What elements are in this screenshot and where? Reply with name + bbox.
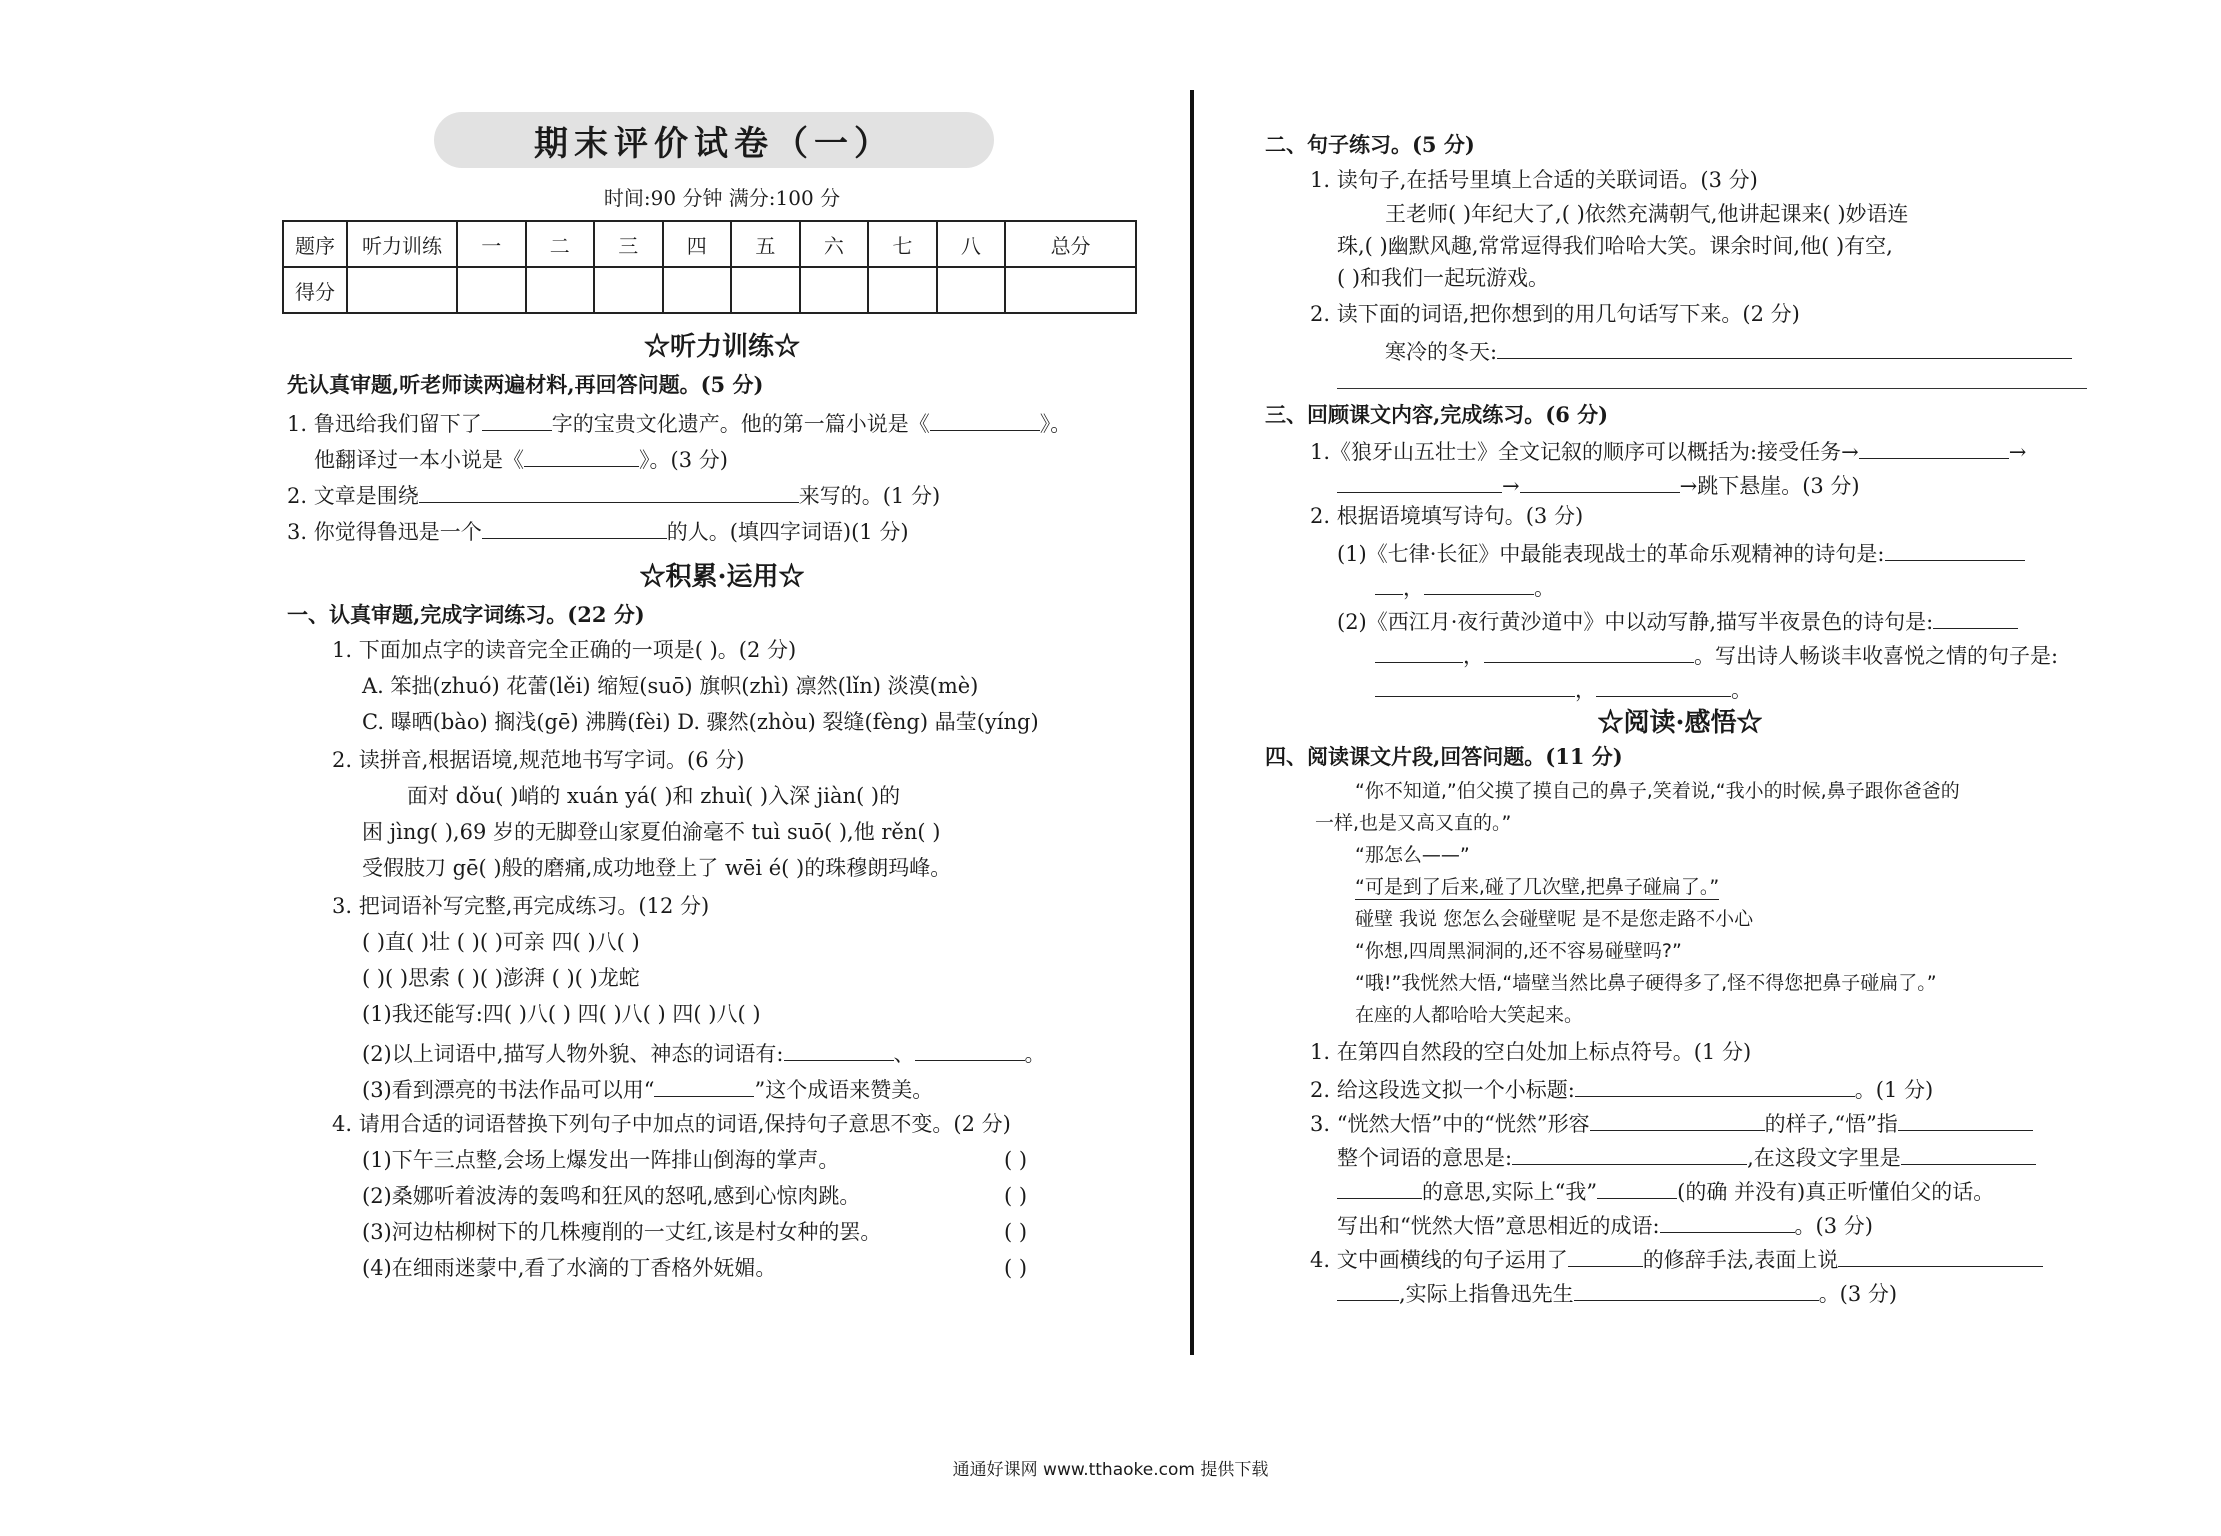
sentence-question-1: 1. 读句子,在括号里填上合适的关联词语。(3 分) [1310, 168, 1758, 192]
listening-question-1: 1. 鲁迅给我们留下了 字的宝贵文化遗产。他的第一篇小说是《 》。 [287, 408, 1071, 437]
reading-question-4: 4. 文中画横线的句子运用了 的修辞手法,表面上说 [1310, 1244, 2043, 1273]
score-header-cell: 八 [937, 221, 1006, 267]
answer-blank[interactable] [1512, 1142, 1747, 1165]
question-1-options-cd: C. 曝晒(bào) 搁浅(gē) 沸腾(fèi) D. 骤然(zhòu) 裂缝(fèng) 晶莹(yíng) [362, 710, 1039, 734]
score-header-cell: 四 [663, 221, 732, 267]
answer-blank[interactable] [1337, 1176, 1422, 1199]
answer-blank[interactable] [1901, 1142, 2036, 1165]
reading-question-2: 2. 给这段选文拟一个小标题: 。(1 分) [1310, 1074, 1933, 1103]
reading-question-3-cont-2: 的意思,实际上“我” (的确 并没有)真正听懂伯父的话。 [1337, 1176, 1994, 1205]
divider-line [1190, 90, 1194, 1355]
answer-blank[interactable] [1933, 606, 2018, 629]
question-3-words-row-2: ( )( )思索 ( )( )澎湃 ( )( )龙蛇 [362, 966, 640, 990]
answer-blank[interactable] [915, 1038, 1025, 1061]
sentence-question-1-line-3: ( )和我们一起玩游戏。 [1337, 266, 1550, 290]
score-header-cell: 六 [800, 221, 869, 267]
answer-blank[interactable] [1898, 1108, 2033, 1131]
answer-blank[interactable] [1660, 1210, 1795, 1233]
answer-blank[interactable] [1568, 1244, 1643, 1267]
question-3-part-3: (3)看到漂亮的书法作品可以用“ ”这个成语来赞美。 [362, 1074, 933, 1103]
passage-line: 在座的人都哈哈大笑起来。 [1355, 1004, 1584, 1026]
answer-paren[interactable]: ( ) [1004, 1220, 1028, 1244]
question-2-line-1: 面对 dǒu( )峭的 xuán yá( )和 zhuì( )入深 jiàn( )的 [407, 784, 901, 808]
score-header-cell: 总分 [1005, 221, 1136, 267]
answer-blank[interactable] [1375, 640, 1463, 663]
section-heading-reading: ☆阅读·感悟☆ [1597, 708, 1763, 738]
question-1: 1. 下面加点字的读音完全正确的一项是( )。(2 分) [332, 638, 797, 662]
reading-question-4-cont: ,实际上指鲁迅先生 。(3 分) [1337, 1278, 1897, 1307]
sentence-question-2-prompt: 寒冷的冬天: [1385, 336, 2072, 365]
review-question-2-part-2-cont2: ， 。 [1375, 674, 1752, 703]
answer-blank[interactable] [1838, 1244, 2043, 1267]
score-input-cell[interactable] [1005, 267, 1136, 313]
answer-blank[interactable] [1375, 572, 1403, 595]
answer-blank[interactable] [930, 408, 1040, 431]
score-input-cell[interactable] [800, 267, 869, 313]
question-4-sentence-3: (3)河边枯柳树下的几株瘦削的一丈红,该是村女种的罢。 [362, 1220, 882, 1244]
question-4-sentence-4: (4)在细雨迷蒙中,看了水滴的丁香格外妩媚。 [362, 1256, 777, 1280]
sentence-question-1-line-1: 王老师( )年纪大了,( )依然充满朝气,他讲起课来( )妙语连 [1385, 202, 1909, 226]
review-question-1-cont: → →跳下悬崖。(3 分) [1337, 470, 1860, 499]
question-1-options-ab: A. 笨拙(zhuó) 花蕾(lěi) 缩短(suō) 旗帜(zhì) 凛然(lǐn) 淡漠(mè) [362, 674, 979, 698]
answer-paren[interactable]: ( ) [1004, 1148, 1028, 1172]
review-question-2-part-2-cont: ， 。写出诗人畅谈丰收喜悦之情的句子是: [1375, 640, 2058, 669]
question-3-words-row-1: ( )直( )壮 ( )( )可亲 四( )八( ) [362, 930, 640, 954]
score-table [282, 220, 1137, 314]
score-header-cell: 七 [868, 221, 937, 267]
passage-line-unpunctuated: 碰壁 我说 您怎么会碰壁呢 是不是您走路不小心 [1355, 908, 1754, 930]
question-2-line-2: 困 jìng( ),69 岁的无脚登山家夏伯渝毫不 tuì suō( ),他 rěn( ) [362, 820, 941, 844]
score-table-header-row [283, 221, 1136, 267]
page-title: 期末评价试卷（一） [434, 112, 994, 168]
score-input-cell[interactable] [937, 267, 1006, 313]
listening-question-2: 2. 文章是围绕 来写的。(1 分) [287, 480, 940, 509]
score-header-cell: 三 [594, 221, 663, 267]
part-4-heading: 四、阅读课文片段,回答问题。(11 分) [1265, 744, 1623, 769]
question-2-line-3: 受假肢刀 gē( )般的磨痛,成功地登上了 wēi é( )的珠穆朗玛峰。 [362, 856, 952, 880]
answer-blank[interactable] [1497, 336, 2072, 359]
listening-question-3: 3. 你觉得鲁迅是一个 的人。(填四字词语)(1 分) [287, 516, 909, 545]
review-question-2: 2. 根据语境填写诗句。(3 分) [1310, 504, 1584, 528]
answer-blank[interactable] [654, 1074, 754, 1097]
part-3-heading: 三、回顾课文内容,完成练习。(6 分) [1265, 402, 1609, 427]
passage-line: 一样,也是又高又直的。” [1315, 812, 1512, 834]
score-header-cell: 五 [731, 221, 800, 267]
footer-source: 通通好课网 www.tthaoke.com 提供下载 [952, 1460, 1269, 1480]
question-2: 2. 读拼音,根据语境,规范地书写字词。(6 分) [332, 748, 745, 772]
score-table-score-row [283, 267, 1136, 313]
section-heading-listening: ☆听力训练☆ [643, 332, 800, 362]
score-input-cell[interactable] [663, 267, 732, 313]
score-input-cell[interactable] [526, 267, 595, 313]
answer-blank[interactable] [1575, 1074, 1855, 1097]
reading-question-3: 3. “恍然大悟”中的“恍然”形容 的样子,“悟”指 [1310, 1108, 2033, 1137]
sentence-question-1-line-2: 珠,( )幽默风趣,常常逗得我们哈哈大笑。课余时间,他( )有空, [1337, 234, 1893, 258]
answer-paren[interactable]: ( ) [1004, 1256, 1028, 1280]
answer-blank[interactable] [1590, 1108, 1765, 1131]
passage-line: “哦!”我恍然大悟,“墙壁当然比鼻子硬得多了,怪不得您把鼻子碰扁了。” [1355, 972, 1937, 994]
reading-question-3-cont-3: 写出和“恍然大悟”意思相近的成语: 。(3 分) [1337, 1210, 1873, 1239]
passage-line: “你想,四周黑洞洞的,还不容易碰壁吗?” [1355, 940, 1682, 962]
answer-paren[interactable]: ( ) [1004, 1184, 1028, 1208]
passage-line: “那怎么——” [1355, 844, 1470, 866]
answer-blank[interactable] [1337, 1278, 1399, 1301]
answer-blank[interactable] [1574, 1278, 1819, 1301]
review-question-1: 1.《狼牙山五壮士》全文记叙的顺序可以概括为:接受任务→ → [1310, 436, 2026, 465]
answer-blank[interactable] [1885, 538, 2025, 561]
score-header-cell: 一 [457, 221, 526, 267]
answer-blank[interactable] [419, 480, 799, 503]
answer-blank[interactable] [784, 1038, 894, 1061]
passage-line: “你不知道,”伯父摸了摸自己的鼻子,笑着说,“我小的时候,鼻子跟你爸爸的 [1355, 780, 1960, 802]
sentence-question-2: 2. 读下面的词语,把你想到的用几句话写下来。(2 分) [1310, 302, 1800, 326]
answer-blank[interactable] [1520, 470, 1680, 493]
question-4: 4. 请用合适的词语替换下列句子中加点的词语,保持句子意思不变。(2 分) [332, 1112, 1011, 1136]
score-input-cell[interactable] [731, 267, 800, 313]
question-3: 3. 把词语补写完整,再完成练习。(12 分) [332, 894, 710, 918]
listening-instructions: 先认真审题,听老师读两遍材料,再回答问题。(5 分) [287, 372, 764, 397]
answer-blank[interactable] [1596, 674, 1731, 697]
answer-blank[interactable] [1597, 1176, 1677, 1199]
reading-question-1: 1. 在第四自然段的空白处加上标点符号。(1 分) [1310, 1040, 1752, 1064]
score-header-cell: 听力训练 [347, 221, 457, 267]
answer-blank[interactable] [482, 516, 667, 539]
score-header-cell: 题序 [283, 221, 347, 267]
question-3-part-1: (1)我还能写:四( )八( ) 四( )八( ) 四( )八( ) [362, 1002, 761, 1026]
answer-blank[interactable] [1375, 674, 1575, 697]
review-question-2-part-1: (1)《七律·长征》中最能表现战士的革命乐观精神的诗句是: [1337, 538, 2025, 567]
score-header-cell: 二 [526, 221, 595, 267]
score-input-cell[interactable] [347, 267, 457, 313]
exam-time-info: 时间:90 分钟 满分:100 分 [603, 186, 841, 210]
score-input-cell[interactable] [868, 267, 937, 313]
part-2-heading: 二、句子练习。(5 分) [1265, 132, 1475, 157]
reading-question-3-cont-1: 整个词语的意思是: ,在这段文字里是 [1337, 1142, 2036, 1171]
review-question-2-part-2: (2)《西江月·夜行黄沙道中》中以动写静,描写半夜景色的诗句是: [1337, 606, 2018, 635]
question-4-sentence-1: (1)下午三点整,会场上爆发出一阵排山倒海的掌声。 [362, 1148, 840, 1172]
score-input-cell[interactable] [594, 267, 663, 313]
score-row-label: 得分 [283, 267, 347, 313]
answer-blank[interactable] [1424, 572, 1534, 595]
question-3-part-2: (2)以上词语中,描写人物外貌、神态的词语有: 、 。 [362, 1038, 1046, 1067]
answer-blank[interactable] [524, 444, 639, 467]
review-question-2-part-1-cont: ， 。 [1375, 572, 1555, 601]
answer-blank[interactable] [482, 408, 552, 431]
answer-blank[interactable] [1859, 436, 2009, 459]
answer-blank[interactable] [1484, 640, 1694, 663]
listening-question-1-cont: 他翻译过一本小说是《 》。(3 分) [314, 444, 728, 473]
part-1-heading: 一、认真审题,完成字词练习。(22 分) [287, 602, 645, 627]
writing-line[interactable] [1337, 388, 2087, 389]
answer-blank[interactable] [1337, 470, 1502, 493]
section-heading-accumulation: ☆积累·运用☆ [639, 562, 805, 592]
question-4-sentence-2: (2)桑娜听着波涛的轰鸣和狂风的怒吼,感到心惊肉跳。 [362, 1184, 861, 1208]
passage-underlined-line: “可是到了后来,碰了几次壁,把鼻子碰扁了。” [1355, 876, 1720, 898]
score-input-cell[interactable] [457, 267, 526, 313]
